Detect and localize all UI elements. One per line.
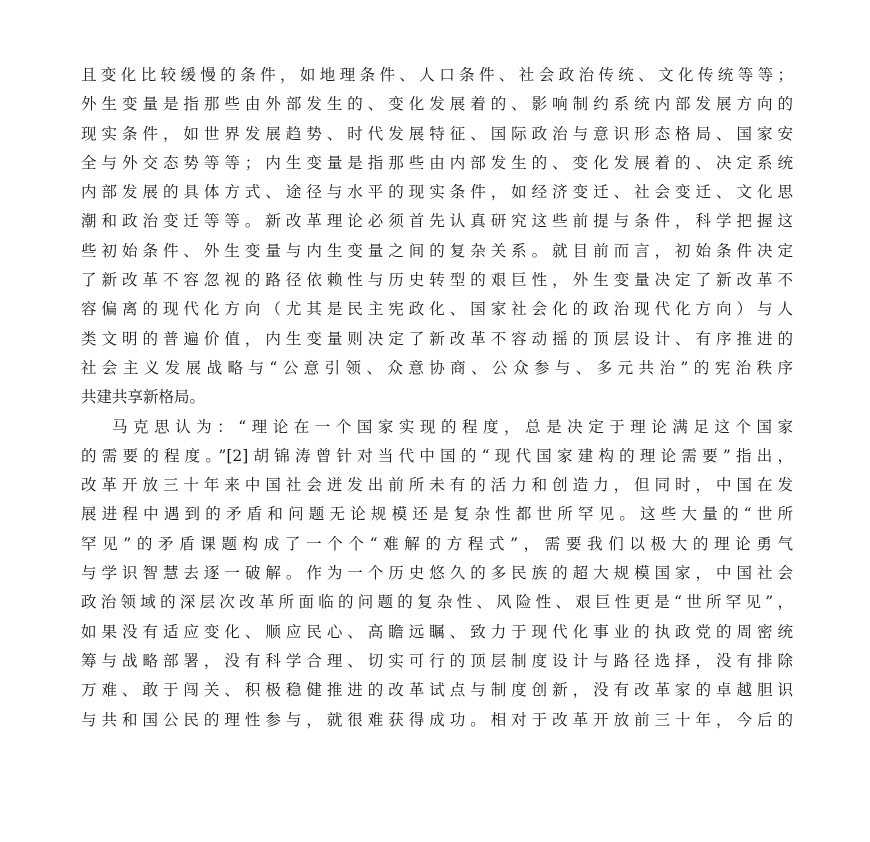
text-line: 现实条件，如世界发展趋势、时代发展特征、国际政治与意识形态格局、国家安 [81,124,793,143]
text-line: 政治领域的深层次改革所面临的问题的复杂性、风险性、艰巨性更是“世所罕见”， [81,593,793,612]
text-line: 类文明的普遍价值，内生变量则决定了新改革不容动摇的顶层设计、有序推进的 [81,329,793,348]
text-line: 展进程中遇到的矛盾和问题无论规模还是复杂性都世所罕见。这些大量的“世所 [81,505,793,524]
text-line: 改革开放三十年来中国社会迸发出前所未有的活力和创造力，但同时，中国在发 [81,476,793,495]
text-line: 外生变量是指那些由外部发生的、变化发展着的、影响制约系统内部发展方向的 [81,95,793,114]
text-line: 马克思认为：“理论在一个国家实现的程度，总是决定于理论满足这个国家 [112,417,793,436]
body-text [81,61,793,735]
text-line: 与共和国公民的理性参与，就很难获得成功。相对于改革开放前三十年，今后的 [81,710,793,729]
text-line: 与学识智慧去逐一破解。作为一个历史悠久的多民族的超大规模国家，中国社会 [81,564,793,583]
text-line: 些初始条件、外生变量与内生变量之间的复杂关系。就目前而言，初始条件决定 [81,241,793,260]
text-line: 筹与战略部署，没有科学合理、切实可行的顶层制度设计与路径选择，没有排除 [81,651,793,670]
text-line: 罕见”的矛盾课题构成了一个个“难解的方程式”，需要我们以极大的理论勇气 [81,534,793,553]
paragraph-1 [81,61,793,413]
text-line: 全与外交态势等等；内生变量是指那些由内部发生的、变化发展着的、决定系统 [81,153,793,172]
text-line: 社会主义发展战略与“公意引领、众意协商、公众参与、多元共治”的宪治秩序 [81,358,793,377]
text-line: 共建共享新格局。 [81,388,206,407]
text-line: 的需要的程度。”[2]胡锦涛曾针对当代中国的“现代国家建构的理论需要”指出， [81,446,793,465]
text-line: 内部发展的具体方式、途径与水平的现实条件，如经济变迁、社会变迁、文化思 [81,183,793,202]
text-line: 万难、敢于闯关、积极稳健推进的改革试点与制度创新，没有改革家的卓越胆识 [81,681,793,700]
text-line: 了新改革不容忽视的路径依赖性与历史转型的艰巨性，外生变量决定了新改革不 [81,271,793,290]
paragraph-2 [81,413,793,735]
text-line: 容偏离的现代化方向（尤其是民主宪政化、国家社会化的政治现代化方向）与人 [81,300,793,319]
text-line: 且变化比较缓慢的条件，如地理条件、人口条件、社会政治传统、文化传统等等； [81,66,793,84]
text-line: 潮和政治变迁等等。新改革理论必须首先认真研究这些前提与条件，科学把握这 [81,212,793,231]
text-line: 如果没有适应变化、顺应民心、高瞻远瞩、致力于现代化事业的执政党的周密统 [81,622,793,641]
